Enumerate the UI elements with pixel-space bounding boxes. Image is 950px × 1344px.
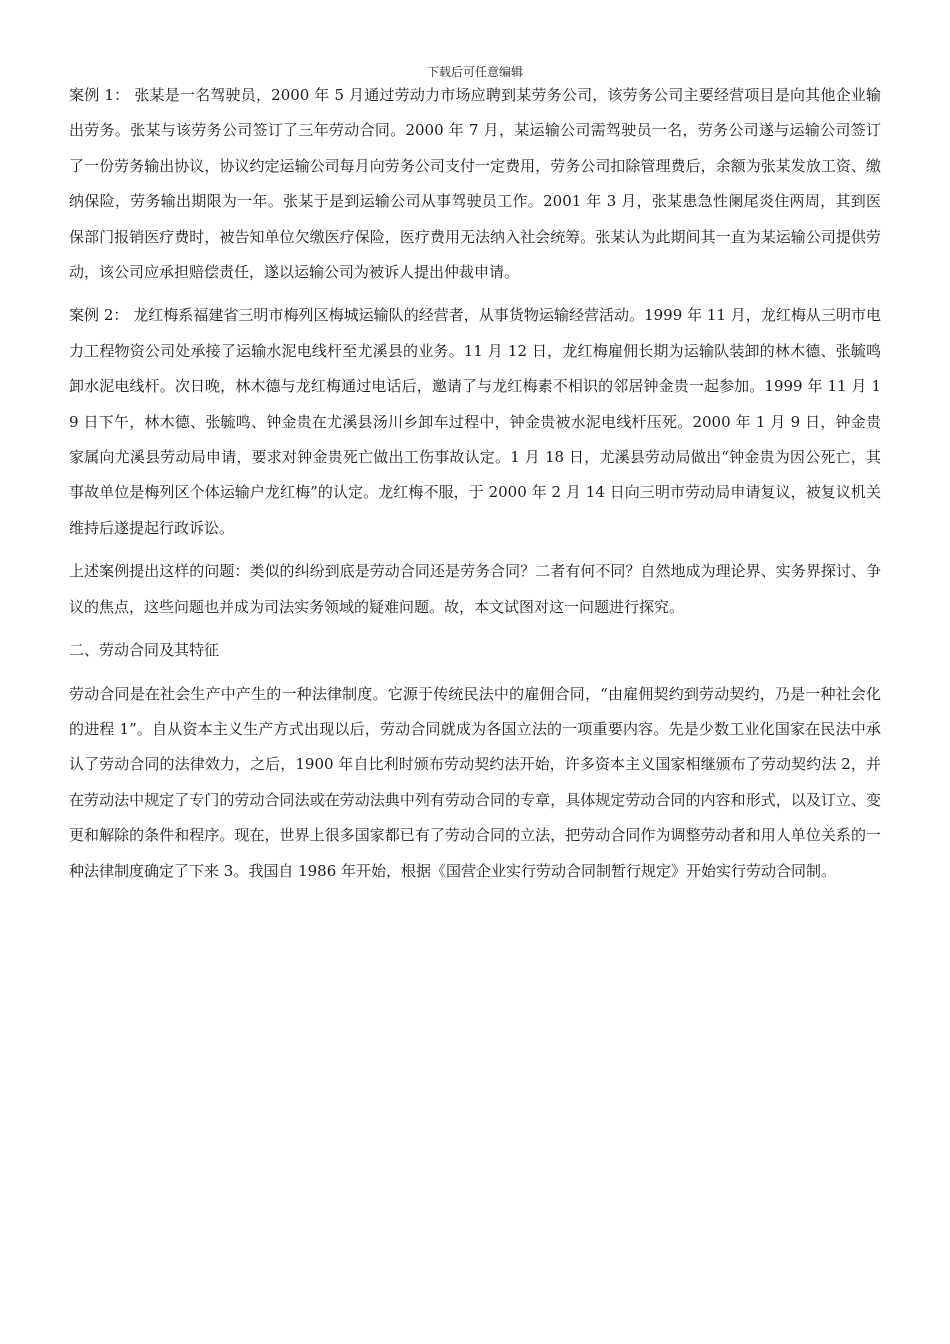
page-header-note: 下载后可任意编辑 (426, 65, 523, 79)
section-heading: 二、劳动合同及其特征 (69, 641, 220, 660)
question-paragraph: 上述案例提出这样的问题：类似的纠纷到底是劳动合同还是劳务合同？二者有何不同？自然地成为理论界、实务界探讨、争议的焦点，这些问题也并成为司法实务领域的疑难问题。故，本文试图对这一问题进行探究。 (69, 562, 881, 616)
labor-contract-paragraph: 劳动合同是在社会生产中产生的一种法律制度。它源于传统民法中的雇佣合同，“由雇佣契约到劳动契约，乃是一种社会化的进程 1”。自从资本主义生产方式出现以后，劳动合同就成为各国立法的一项重要内容。先是少数工业化国家在民法中承认了劳动合同的法律效力，之后，1900 年自比利时颁布劳动契约法开始，许多资本主义国家相继颁布了劳动契约法 2，并在劳动法中规定了专门的劳动合同法或在劳动法典中列有劳动合同的专章，具体规定劳动合同的内容和形式，以及订立、变更和解除的条件和程序。现在，世界上很多国家都已有了劳动合同的立法，把劳动合同作为调整劳动者和用人单位关系的一种法律制度确定了下来 3。我国自 1986 年开始，根据《国营企业实行劳动合同制暂行规定》开始实行劳动合同制。 (69, 684, 881, 880)
case-2-paragraph: 案例 2： 龙红梅系福建省三明市梅列区梅城运输队的经营者，从事货物运输经营活动。1999 年 11 月，龙红梅从三明市电力工程物资公司处承接了运输水泥电线杆至尤溪县的业务。11 月 12 日，龙红梅雇佣长期为运输队装卸的林木德、张毓鸣卸水泥电线杆。次日晚，林木德与龙红梅通过电话后，邀请了与龙红梅素不相识的邻居钟金贵一起参加。1999 年 11 月 19 日下午，林木德、张毓鸣、钟金贵在尤溪县汤川乡卸车过程中，钟金贵被水泥电线杆压死。2000 年 1 月 9 日，钟金贵家属向尤溪县劳动局申请，要求对钟金贵死亡做出工伤事故认定。1 月 18 日，尤溪县劳动局做出“钟金贵为因公死亡，其事故单位是梅列区个体运输户龙红梅”的认定。龙红梅不服，于 2000 年 2 月 14 日向三明市劳动局申请复议，被复议机关维持后遂提起行政诉讼。 (69, 306, 881, 537)
case-1-paragraph: 案例 1： 张某是一名驾驶员，2000 年 5 月通过劳动力市场应聘到某劳务公司，该劳务公司主要经营项目是向其他企业输出劳务。张某与该劳务公司签订了三年劳动合同。2000 年 7 月，某运输公司需驾驶员一名，劳务公司遂与运输公司签订了一份劳务输出协议，协议约定运输公司每月向劳务公司支付一定费用，劳务公司扣除管理费后，余额为张某发放工资、缴纳保险，劳务输出期限为一年。张某于是到运输公司从事驾驶员工作。2001 年 3 月，张某患急性阑尾炎住两周，其到医保部门报销医疗费时，被告知单位欠缴医疗保险，医疗费用无法纳入社会统筹。张某认为此期间其一直为某运输公司提供劳动，该公司应承担赔偿责任，遂以运输公司为被诉人提出仲裁申请。 (69, 86, 881, 282)
document-body (69, 78, 881, 889)
